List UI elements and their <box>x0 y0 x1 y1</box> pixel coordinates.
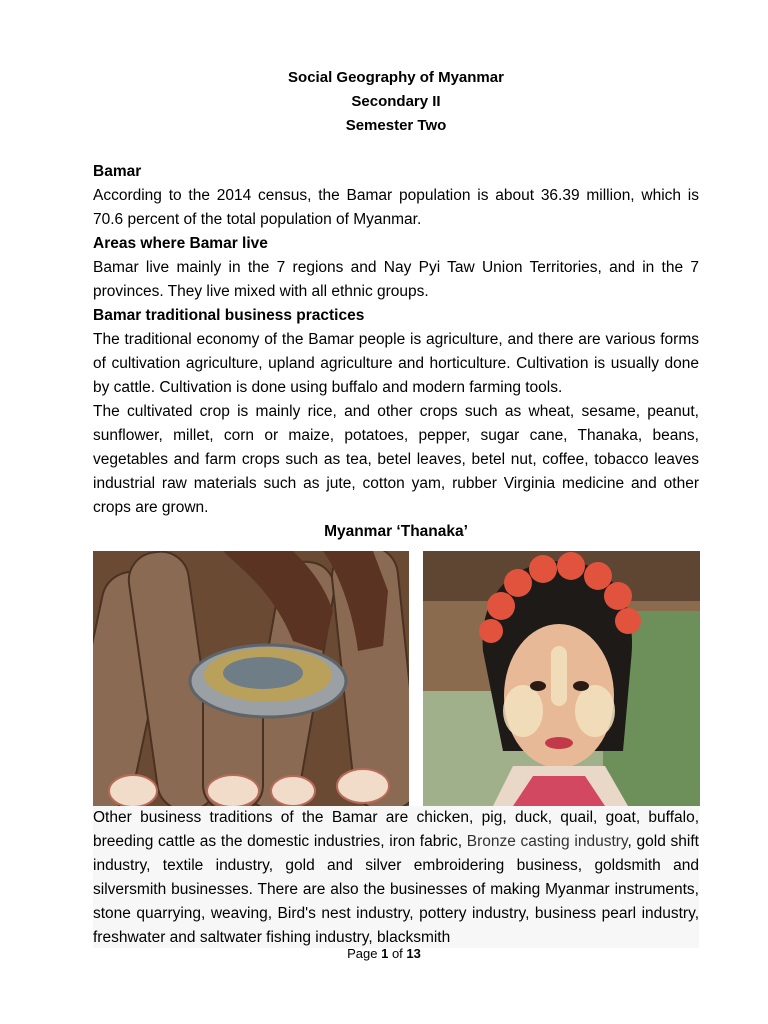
page-number: 1 <box>381 946 389 961</box>
thanaka-grinding-photo <box>93 551 409 806</box>
document-header <box>0 66 768 138</box>
document-grade: Secondary II <box>351 93 441 110</box>
practices-paragraph-1: The traditional economy of the Bamar people is agriculture, and there are various forms of cultivation agriculture, upland agriculture and horticulture. Cultivation is usually done by cattle. Cultivation is done using buffalo and modern farming tools. <box>93 331 699 396</box>
other-text-part-b: , gold shift industry, textile industry, gold and silver embroidering business, goldsmith and silversmith businesses. There are also the businesses of making Myanmar instruments, stone quarrying, weaving, Bird's nest industry, pottery industry, business pearl industry, freshwater and saltwater fishing industry, blacksmith <box>93 833 699 946</box>
document-semester: Semester Two <box>345 117 447 134</box>
areas-heading: Areas where Bamar live <box>93 235 268 252</box>
areas-paragraph: Bamar live mainly in the 7 regions and Nay Pyi Taw Union Territories, and in the 7 provinces. They live mixed with all ethnic groups. <box>93 259 699 300</box>
total-pages: 13 <box>406 946 421 961</box>
page-label: Page <box>347 946 378 961</box>
thanaka-girl-photo <box>423 551 700 806</box>
page-footer <box>0 946 768 961</box>
other-text-part-a: Other business traditions of the Bamar are chicken, pig, duck, quail, goat, buffalo, breeding cattle as the domestic industries, iron fabric, <box>93 809 699 850</box>
practices-paragraph-2: The cultivated crop is mainly rice, and other crops such as wheat, sesame, peanut, sunflower, millet, corn or maize, potatoes, pepper, sugar cane, Thanaka, beans, vegetables and farm crops such as tea, betel leaves, betel nut, coffee, tobacco leaves industrial raw materials such as jute, cotton yam, rubber Virginia medicine and other crops are grown. <box>93 403 699 516</box>
other-business-paragraph <box>93 806 699 948</box>
of-label: of <box>391 946 403 961</box>
bamar-heading: Bamar <box>93 163 142 180</box>
photo-row <box>93 551 700 806</box>
bronze-casting-text: Bronze casting industry <box>466 833 628 850</box>
practices-heading: Bamar traditional business practices <box>93 307 365 324</box>
photo-caption: Myanmar ‘Thanaka’ <box>324 523 468 540</box>
document-body <box>93 160 699 544</box>
document-title: Social Geography of Myanmar <box>288 69 504 86</box>
bamar-paragraph: According to the 2014 census, the Bamar population is about 36.39 million, which is 70.6 percent of the total population of Myanmar. <box>93 187 699 228</box>
